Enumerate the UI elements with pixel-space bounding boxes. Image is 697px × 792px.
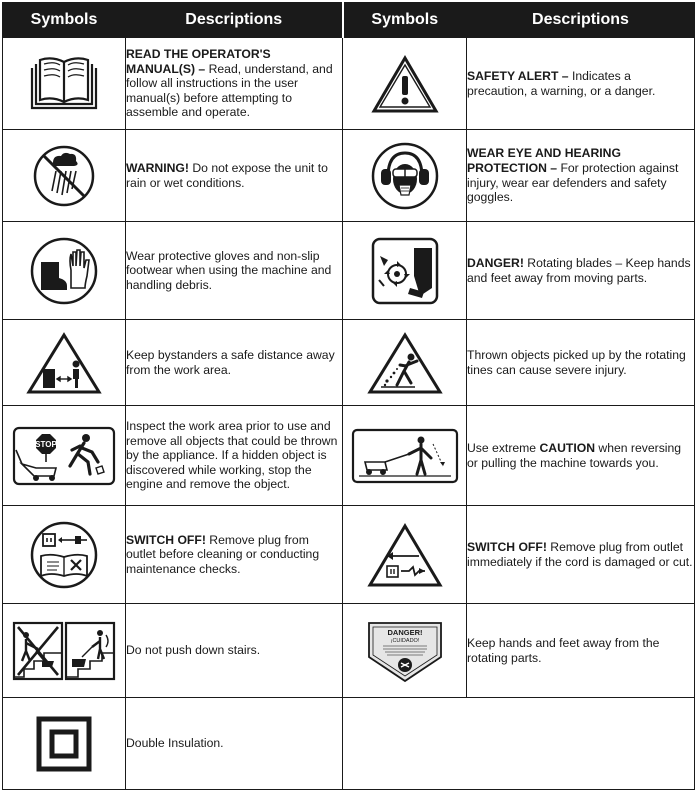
description-cell bbox=[126, 38, 343, 130]
empty-cell bbox=[343, 698, 695, 790]
description-text: Do not expose the unit to rain or wet conditions. bbox=[126, 160, 328, 190]
table-row bbox=[3, 320, 695, 406]
description-bold: READ THE OPERATOR'S MANUAL(S) – bbox=[126, 47, 271, 76]
double-insulation-icon bbox=[34, 714, 94, 774]
description-cell bbox=[467, 222, 695, 320]
unplug-damaged-cord-icon bbox=[367, 522, 443, 588]
description-cell bbox=[467, 506, 695, 604]
description-cell bbox=[126, 604, 343, 698]
description-bold: SWITCH OFF! bbox=[467, 539, 547, 554]
table-row bbox=[3, 38, 695, 130]
description-cell bbox=[467, 406, 695, 506]
danger-label-title: DANGER! bbox=[387, 627, 422, 637]
description-text: Read, understand, and follow all instructions in the user manual(s) before attempting to assemble and operate. bbox=[126, 61, 333, 120]
rotating-blades-icon bbox=[370, 236, 440, 306]
description-cell bbox=[126, 406, 343, 506]
table-row bbox=[3, 406, 695, 506]
table-row bbox=[3, 506, 695, 604]
symbol-cell bbox=[343, 506, 467, 604]
description-text: For protection against injury, wear ear defenders and safety goggles. bbox=[467, 160, 679, 205]
manual-book-icon bbox=[28, 54, 100, 114]
description-cell bbox=[126, 698, 343, 790]
description-bold: WARNING! bbox=[126, 160, 189, 175]
description-bold: DANGER! bbox=[467, 255, 524, 270]
description-text: Use extreme bbox=[467, 440, 540, 455]
description-bold: SWITCH OFF! bbox=[126, 532, 206, 547]
header-symbols: Symbols bbox=[3, 3, 126, 38]
description-bold: WEAR EYE AND HEARING PROTECTION – bbox=[467, 146, 621, 175]
bystander-distance-icon bbox=[26, 331, 102, 395]
no-rain-icon bbox=[31, 143, 97, 209]
header-row bbox=[3, 3, 695, 38]
description-text: Do not push down stairs. bbox=[126, 643, 261, 658]
symbols-table bbox=[2, 2, 695, 790]
symbol-cell bbox=[3, 698, 126, 790]
description-cell bbox=[467, 604, 695, 698]
description-cell bbox=[126, 130, 343, 222]
header-descriptions-2: Descriptions bbox=[467, 3, 695, 38]
symbol-cell bbox=[3, 222, 126, 320]
symbol-cell bbox=[3, 130, 126, 222]
description-text: Wear protective gloves and non-slip footwear when using the machine and handling debris. bbox=[126, 248, 332, 292]
symbol-cell bbox=[343, 406, 467, 506]
table-row bbox=[3, 222, 695, 320]
eye-hearing-protection-icon bbox=[370, 141, 440, 211]
description-text: Keep bystanders a safe distance away from the work area. bbox=[126, 347, 335, 377]
description-text: Remove plug from outlet immediately if the cord is damaged or cut. bbox=[467, 539, 693, 569]
table-row bbox=[3, 698, 695, 790]
description-text: Indicates a precaution, a warning, or a danger. bbox=[467, 68, 656, 98]
description-cell bbox=[467, 320, 695, 406]
symbol-cell bbox=[343, 320, 467, 406]
unplug-maintenance-icon bbox=[29, 520, 99, 590]
stop-sign-label: STOP bbox=[35, 439, 57, 449]
description-cell bbox=[467, 130, 695, 222]
no-stairs-icon bbox=[12, 621, 116, 681]
description-cell bbox=[467, 38, 695, 130]
inspect-area-stop-icon bbox=[12, 426, 116, 486]
symbol-cell bbox=[343, 222, 467, 320]
gloves-boots-icon bbox=[29, 236, 99, 306]
symbol-cell bbox=[3, 604, 126, 698]
description-text: Thrown objects picked up by the rotating tines can cause severe injury. bbox=[467, 347, 686, 377]
description-text: Rotating blades – Keep hands and feet away from moving parts. bbox=[467, 255, 691, 285]
header-descriptions: Descriptions bbox=[126, 3, 343, 38]
safety-alert-icon bbox=[370, 54, 440, 114]
symbol-cell bbox=[343, 38, 467, 130]
description-text: Double Insulation. bbox=[126, 736, 224, 751]
description-cell bbox=[126, 320, 343, 406]
symbol-cell bbox=[3, 506, 126, 604]
description-text: when reversing or pulling the machine towards you. bbox=[467, 440, 682, 470]
description-cell bbox=[126, 506, 343, 604]
symbol-cell bbox=[3, 38, 126, 130]
description-bold: CAUTION bbox=[539, 440, 596, 455]
danger-label-subtitle: ¡CUIDADO! bbox=[390, 637, 419, 644]
description-text: Remove plug from outlet before cleaning or conducting maintenance checks. bbox=[126, 532, 320, 576]
symbol-cell bbox=[343, 604, 467, 698]
description-text: Inspect the work area prior to use and remove all objects that could be thrown by the appliance. If a hidden object is discovered while working, stop the engine and remove the object. bbox=[126, 419, 338, 492]
description-cell bbox=[126, 222, 343, 320]
description-text: Keep hands and feet away from the rotating parts. bbox=[467, 635, 660, 665]
header-symbols-2: Symbols bbox=[343, 3, 467, 38]
caution-reversing-icon bbox=[351, 428, 459, 484]
thrown-objects-icon bbox=[367, 331, 443, 395]
symbol-cell bbox=[3, 320, 126, 406]
table-row bbox=[3, 130, 695, 222]
table-row bbox=[3, 604, 695, 698]
description-bold: SAFETY ALERT – bbox=[467, 68, 569, 83]
danger-label-icon bbox=[365, 619, 445, 683]
symbol-cell bbox=[343, 130, 467, 222]
symbol-cell bbox=[3, 406, 126, 506]
